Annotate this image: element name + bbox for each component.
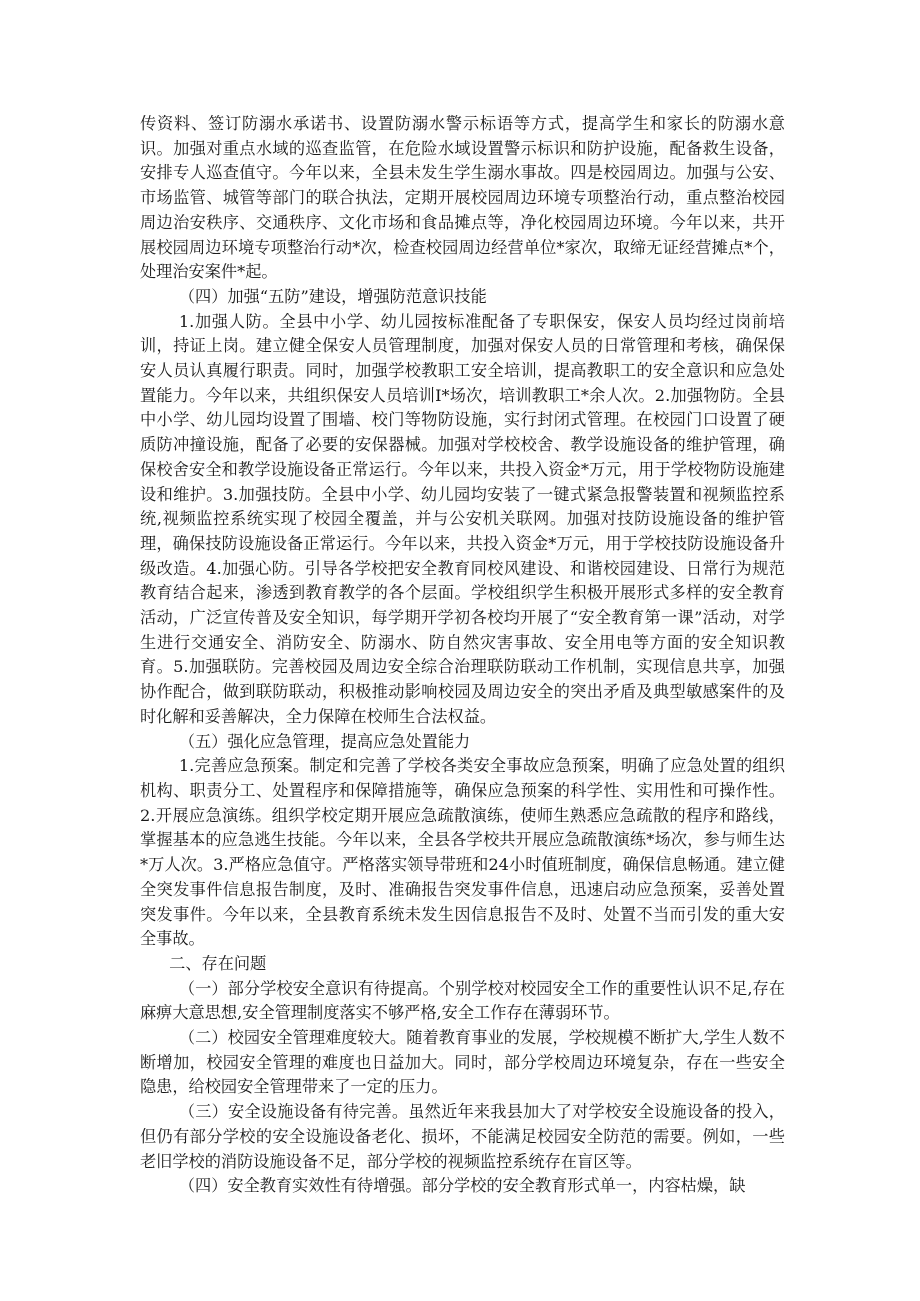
paragraph-problem-4: （四）安全教育实效性有待增强。部分学校的安全教育形式单一，内容枯燥，缺 bbox=[178, 1176, 746, 1196]
heading-emergency-management: （五）强化应急管理，提高应急处置能力 bbox=[178, 731, 471, 751]
paragraph-problem-3: （三）安全设施设备有待完善。虽然近年来我县加大了对学校安全设施设备的投入，但仍有部分学校的安全设施设备老化、损坏，不能满足校园安全防范的需要。例如，一些老旧学校的消防设施设备不足，部分学校的视频监控系统存在盲区等。 bbox=[140, 1102, 785, 1171]
section-heading-existing-problems: 二、存在问题 bbox=[169, 953, 267, 973]
paragraph-river-safety-and-surroundings: 传资料、签订防溺水承诺书、设置防溺水警示标语等方式，提高学生和家长的防溺水意识。加强对重点水域的巡查监管，在危险水域设置警示标识和防护设施，配备救生设备，安排专人巡查值守。今年以来，全县未发生学生溺水事故。四是校园周边。加强与公安、市场监管、城管等部门的联合执法，定期开展校园周边环境专项整治行动，重点整治校园周边治安秩序、交通秩序、文化市场和食品摊点等，净化校园周边环境。今年以来，共开展校园周边环境专项整治行动*次，检查校园周边经营单位*家次，取缔无证经营摊点*个，处理治安案件*起。 bbox=[140, 114, 785, 282]
paragraph-emergency-management: 1.完善应急预案。制定和完善了学校各类安全事故应急预案，明确了应急处置的组织机构、职责分工、处置程序和保障措施等，确保应急预案的科学性、实用性和可操作性。2.开展应急演练。组织学校定期开展应急疏散演练，使师生熟悉应急疏散的程序和路线，掌握基本的应急逃生技能。今年以来，全县各学校共开展应急疏散演练*场次，参与师生达*万人次。3.严格应急值守。严格落实领导带班和24小时值班制度，确保信息畅通。建立健全突发事件信息报告制度，及时、准确报告突发事件信息，迅速启动应急预案，妥善处置突发事件。今年以来，全县教育系统未发生因信息报告不及时、处置不当而引发的重大安全事故。 bbox=[140, 756, 785, 949]
document-page bbox=[140, 112, 785, 1199]
paragraph-problem-1: （一）部分学校安全意识有待提高。个别学校对校园安全工作的重要性认识不足,存在麻痹大意思想,安全管理制度落实不够严格,安全工作存在薄弱环节。 bbox=[140, 978, 785, 1023]
paragraph-problem-2: （二）校园安全管理难度较大。随着教育事业的发展，学校规模不断扩大,学生人数不断增加，校园安全管理的难度也日益加大。同时，部分学校周边环境复杂，存在一些安全隐患，给校园安全管理带来了一定的压力。 bbox=[140, 1028, 785, 1097]
paragraph-five-defenses: 1.加强人防。全县中小学、幼儿园按标准配备了专职保安，保安人员均经过岗前培训，持证上岗。建立健全保安人员管理制度，加强对保安人员的日常管理和考核，确保保安人员认真履行职责。同时，加强学校教职工安全培训，提高教职工的安全意识和应急处置能力。今年以来，共组织保安人员培训I*场次，培训教职工*余人次。2.加强物防。全县中小学、幼儿园均设置了围墙、校门等物防设施，实行封闭式管理。在校园门口设置了硬质防冲撞设施，配备了必要的安保器械。加强对学校校舍、教学设施设备的维护管理，确保校舍安全和教学设施设备正常运行。今年以来，共投入资金*万元，用于学校物防设施建设和维护。3.加强技防。全县中小学、幼儿园均安装了一键式紧急报警装置和视频监控系统,视频监控系统实现了校园全覆盖，并与公安机关联网。加强对技防设施设备的维护管理，确保技防设施设备正常运行。今年以来，共投入资金*万元，用于学校技防设施设备升级改造。4.加强心防。引导各学校把安全教育同校风建设、和谐校园建设、日常行为规范教育结合起来，渗透到教育教学的各个层面。学校组织学生积极开展形式多样的安全教育活动，广泛宣传普及安全知识，每学期开学初各校均开展了“安全教育第一课”活动，对学生进行交通安全、消防安全、防溺水、防自然灾害事故、安全用电等方面的安全知识教育。5.加强联防。完善校园及周边安全综合治理联防联动工作机制，实现信息共享，加强协作配合，做到联防联动，积极推动影响校园及周边安全的突出矛盾及典型敏感案件的及时化解和妥善解决，全力保障在校师生合法权益。 bbox=[140, 311, 785, 726]
heading-five-defenses: （四）加强“五防”建设，增强防范意识技能 bbox=[178, 286, 487, 306]
